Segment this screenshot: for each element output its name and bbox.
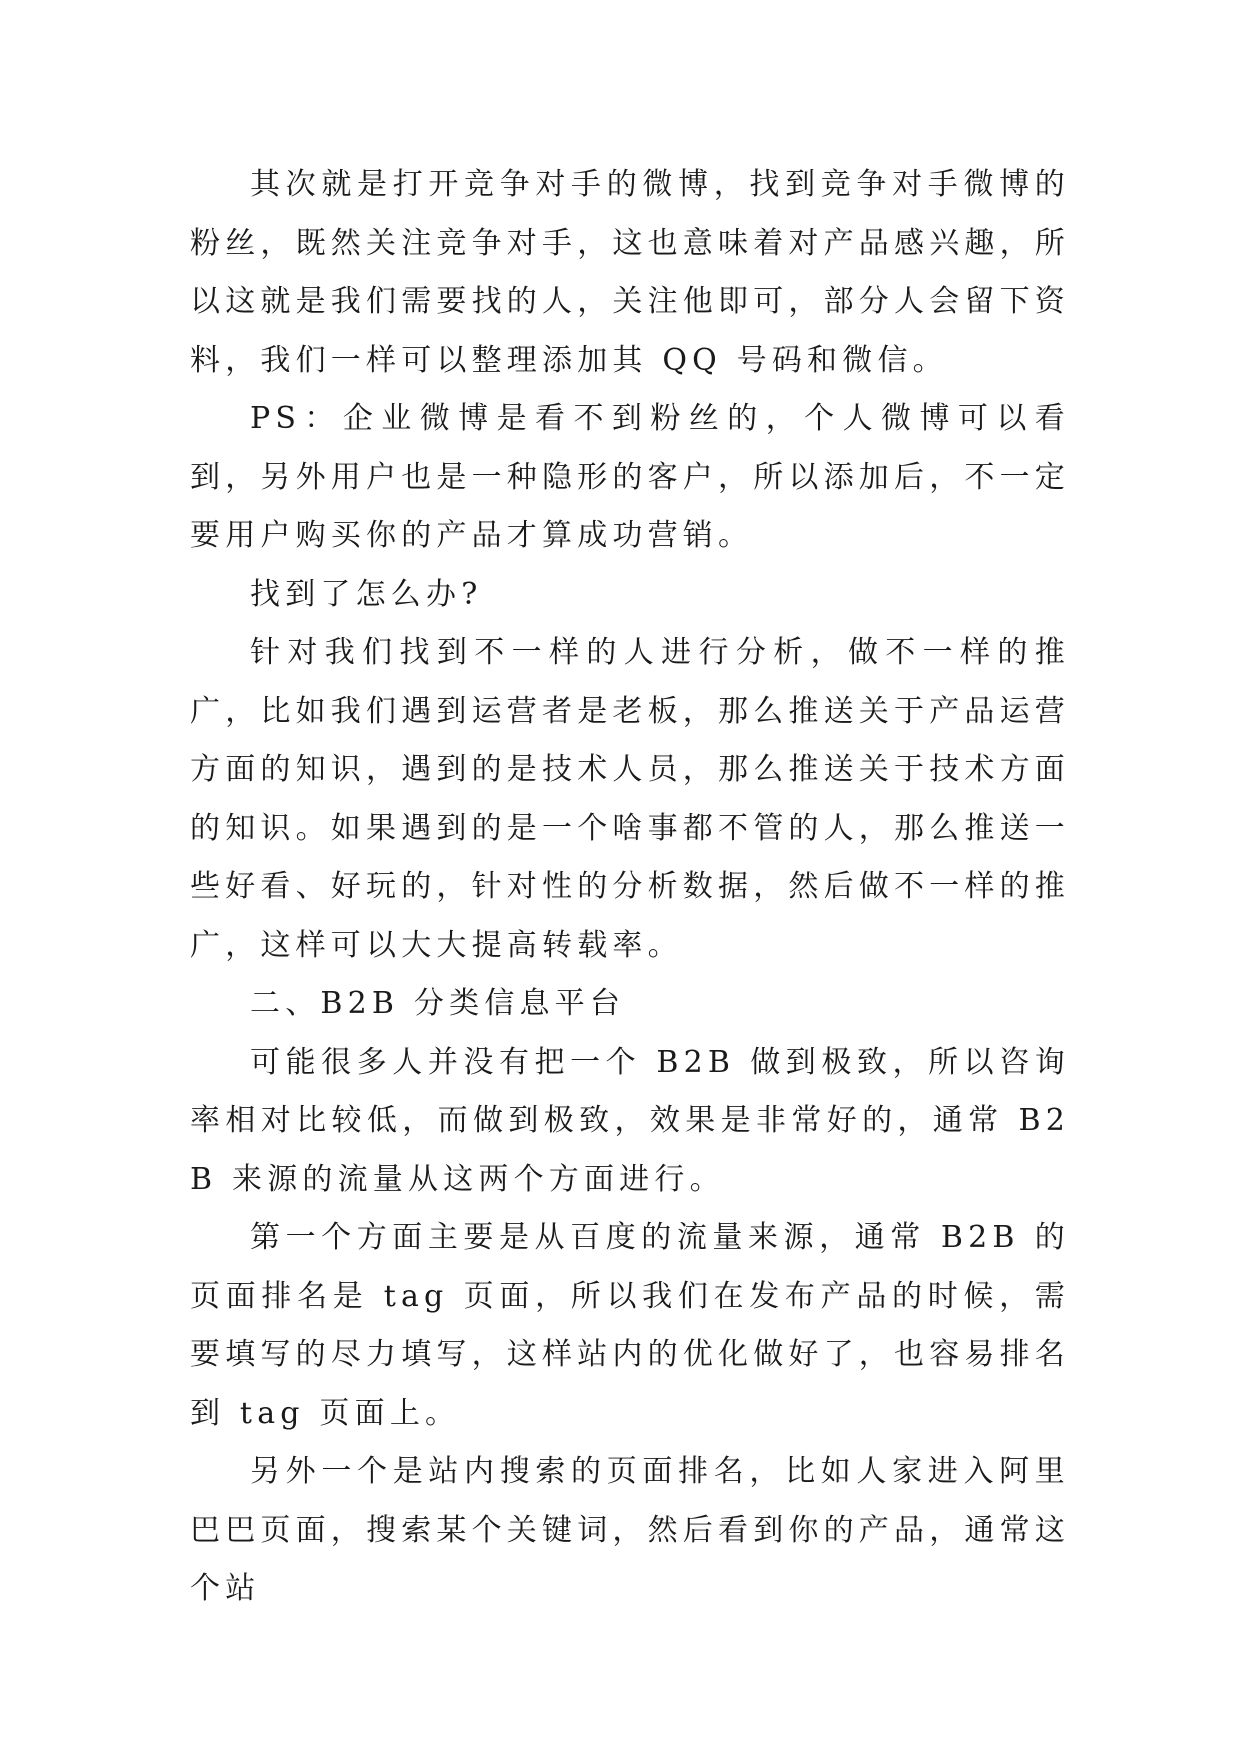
document-body: [190, 156, 1070, 1619]
paragraph-what-next: 找到了怎么办?: [250, 576, 483, 612]
paragraph-site-search: 另外一个是站内搜索的页面排名，比如人家进入阿里巴巴页面，搜索某个关键词，然后看到你的产品，通常这个站: [190, 1454, 1070, 1606]
paragraph-ps-note: PS：企业微博是看不到粉丝的，个人微博可以看到，另外用户也是一种隐形的客户，所以添加后，不一定要用户购买你的产品才算成功营销。: [190, 401, 1070, 553]
section-heading-b2b: 二、B2B 分类信息平台: [250, 986, 626, 1021]
paragraph-competitor-weibo: 其次就是打开竞争对手的微博，找到竞争对手微博的粉丝，既然关注竞争对手，这也意味着对产品感兴趣，所以这就是我们需要找的人，关注他即可，部分人会留下资料，我们一样可以整理添加其 QQ 号码和微信。: [190, 167, 1070, 378]
paragraph-b2b-intro: 可能很多人并没有把一个 B2B 做到极致，所以咨询率相对比较低，而做到极致，效果是非常好的，通常 B2B 来源的流量从这两个方面进行。: [190, 1044, 1070, 1197]
paragraph-baidu-traffic: 第一个方面主要是从百度的流量来源，通常 B2B 的页面排名是 tag 页面，所以我们在发布产品的时候，需要填写的尽力填写，这样站内的优化做好了，也容易排名到 tag 页面上。: [190, 1220, 1070, 1431]
paragraph-targeted-promotion: 针对我们找到不一样的人进行分析，做不一样的推广，比如我们遇到运营者是老板，那么推送关于产品运营方面的知识，遇到的是技术人员，那么推送关于技术方面的知识。如果遇到的是一个啥事都不管的人，那么推送一些好看、好玩的，针对性的分析数据，然后做不一样的推广，这样可以大大提高转载率。: [190, 635, 1070, 963]
